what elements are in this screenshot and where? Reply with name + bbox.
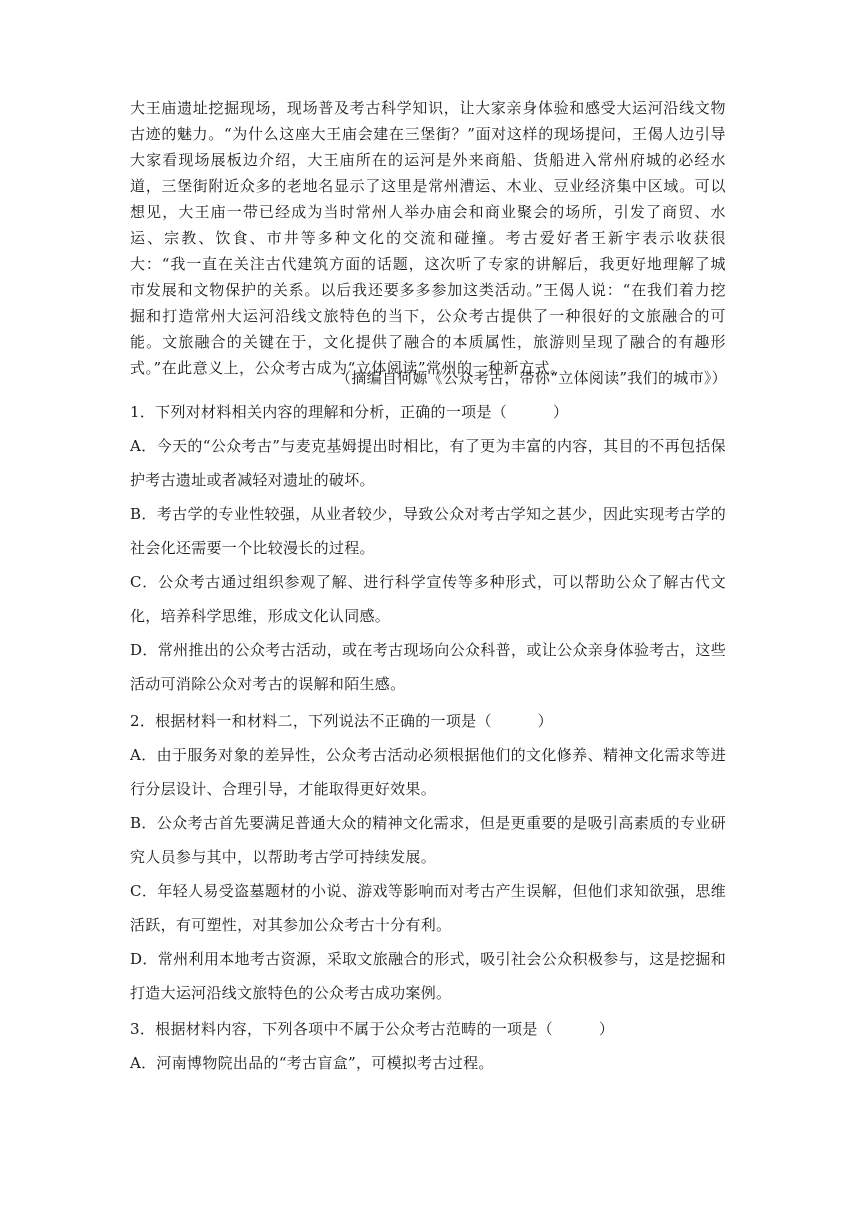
option-a: A．今天的“公众考古”与麦克基姆提出时相比，有了更为丰富的内容，其目的不再包括保护考古遗址或者减轻对遗址的破坏。	[130, 437, 726, 489]
option-c: C．年轻人易受盗墓题材的小说、游戏等影响而对考古产生误解，但他们求知欲强，思维活跃，有可塑性，对其参加公众考古十分有利。	[130, 882, 726, 934]
source-citation: （摘编自何嫄《公众考古，带你“立体阅读”我们的城市》）	[336, 369, 727, 387]
option-c: C．公众考古通过组织参观了解、进行科学宣传等多种形式，可以帮助公众了解古代文化，培养科学思维，形成文化认同感。	[130, 573, 726, 625]
passage-paragraph: 大王庙遗址挖掘现场，现场普及考古科学知识，让大家亲身体验和感受大运河沿线文物古迹的魅力。“为什么这座大王庙会建在三堡街？”面对这样的现场提问，王偈人边引导大家看现场展板边介绍，大王庙所在的运河是外来商船、货船进入常州府城的必经水道，三堡街附近众多的老地名显示了这里是常州漕运、木业、豆业经济集中区域。可以想见，大王庙一带已经成为当时常州人举办庙会和商业聚会的场所，引发了商贸、水运、宗教、饮食、市井等多种文化的交流和碰撞。考古爱好者王新宇表示收获很大：“我一直在关注古代建筑方面的话题，这次听了专家的讲解后，我更好地理解了城市发展和文物保护的关系。以后我还要多多参加这类活动。”王偈人说：“在我们着力挖掘和打造常州大运河沿线文旅特色的当下，公众考古提供了一种很好的文旅融合的可能。文旅融合的关键在于，文化提供了融合的本质属性，旅游则呈现了融合的有趣形式。”在此意义上，公众考古成为“立体阅读”常州的一种新方式。	[130, 99, 726, 377]
option-b: B．考古学的专业性较强，从业者较少，导致公众对考古学知之甚少，因此实现考古学的社会化还需要一个比较漫长的过程。	[130, 505, 726, 557]
question-2	[130, 704, 726, 1010]
question-stem: 2．根据材料一和材料二，下列说法不正确的一项是（ ）	[130, 712, 553, 730]
question-1	[130, 395, 726, 701]
option-a: A．河南博物院出品的“考古盲盒”，可模拟考古过程。	[130, 1054, 494, 1072]
question-stem: 3．根据材料内容，下列各项中不属于公众考古范畴的一项是（ ）	[130, 1020, 615, 1038]
option-b: B．公众考古首先要满足普通大众的精神文化需求，但是更重要的是吸引高素质的专业研究人员参与其中，以帮助考古学可持续发展。	[130, 814, 726, 866]
question-3	[130, 1012, 726, 1080]
option-d: D．常州利用本地考古资源，采取文旅融合的形式，吸引社会公众积极参与，这是挖掘和打造大运河沿线文旅特色的公众考古成功案例。	[130, 950, 726, 1002]
option-d: D．常州推出的公众考古活动，或在考古现场向公众科普，或让公众亲身体验考古，这些活动可消除公众对考古的误解和陌生感。	[130, 641, 726, 693]
question-stem: 1．下列对材料相关内容的理解和分析，正确的一项是（ ）	[130, 403, 569, 421]
option-a: A．由于服务对象的差异性，公众考古活动必须根据他们的文化修养、精神文化需求等进行分层设计、合理引导，才能取得更好效果。	[130, 746, 726, 798]
